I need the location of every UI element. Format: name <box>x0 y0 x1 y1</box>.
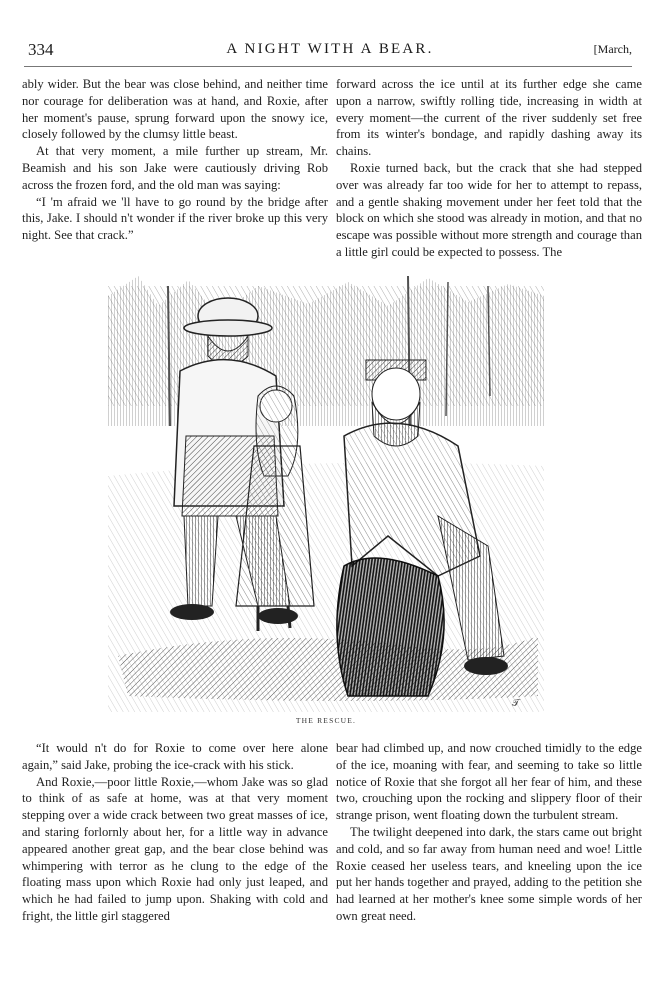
rescue-engraving <box>108 276 544 712</box>
header-rule <box>24 66 632 67</box>
artist-monogram: 𝒯 <box>512 698 520 709</box>
paragraph: “It would n't do for Roxie to come over here alone again,” said Jake, probing the ice-crack with his stick. <box>22 741 328 772</box>
running-title: A NIGHT WITH A BEAR. <box>226 41 434 57</box>
paragraph: And Roxie,—poor little Roxie,—whom Jake was so glad to think of as safe at home, was at that very moment stepping over a wide crack between two great masses of ice, and staring forlornly about her, for a little way in advance appeared another great gap, and the bear close behind was whimpering with terror as he clung to the edge of the floating mass upon which Roxie had only just leaped, and which he had failed to jump upon. Shaking with cold and fright, the little girl staggered <box>22 774 328 923</box>
column-top-right <box>336 76 642 266</box>
running-header <box>28 40 632 62</box>
paragraph: At that very moment, a mile further up stream, Mr. Beamish and his son Jake were cautiously driving Rob across the frozen ford, and the old man was saying: <box>22 144 328 192</box>
page-number: 334 <box>28 40 54 59</box>
column-top-left <box>22 76 328 266</box>
bear-cub-figure <box>337 558 444 696</box>
paragraph: The twilight deepened into dark, the stars came out bright and cold, and so far away from human need and woe! Little Roxie ceased her useless tears, and kneeling upon the ice put her hands together and prayed, adding to the petition she had learned at her mother's knee some simple words of her own great need. <box>336 824 642 923</box>
paragraph: Roxie turned back, but the crack that she had stepped over was already far too wide for her to attempt to repass, and a gentle shaking movement under her feet told that the block on which she stood was already in motion, and that no escape was possible without more strength and courage than a little girl could be expected to possess. The <box>336 160 642 259</box>
illustration-caption: THE RESCUE. <box>295 716 357 725</box>
column-bottom-left <box>22 740 328 950</box>
paragraph: ably wider. But the bear was close behind, and neither time nor courage for deliberation was at hand, and Roxie, after her moment's pause, sprung forward upon the snowy ice, closely followed by the clumsy little beast. <box>22 77 328 142</box>
forest-background <box>108 276 544 426</box>
paragraph: bear had climbed up, and now crouched timidly to the edge of the ice, moaning with fear, and seeming to take so little notice of Roxie that she forgot all her fear of him, and these two, crouching upon the rocking and slippery floor of their strange prison, went floating down the turbulent stream. <box>336 741 642 823</box>
paragraph: “I 'm afraid we 'll have to go round by the bridge after this, Jake. I should n't wonder if the river broke up this very night. See that crack.” <box>22 194 328 243</box>
paragraph: forward across the ice until at its further edge she came upon a narrow, swiftly rolling tide, increasing in width at every moment—the current of the river suddenly set free from its winter's bondage, and rapidly dashing away its chains. <box>336 77 642 159</box>
column-bottom-right <box>336 740 642 950</box>
running-month: [March, <box>593 42 632 56</box>
